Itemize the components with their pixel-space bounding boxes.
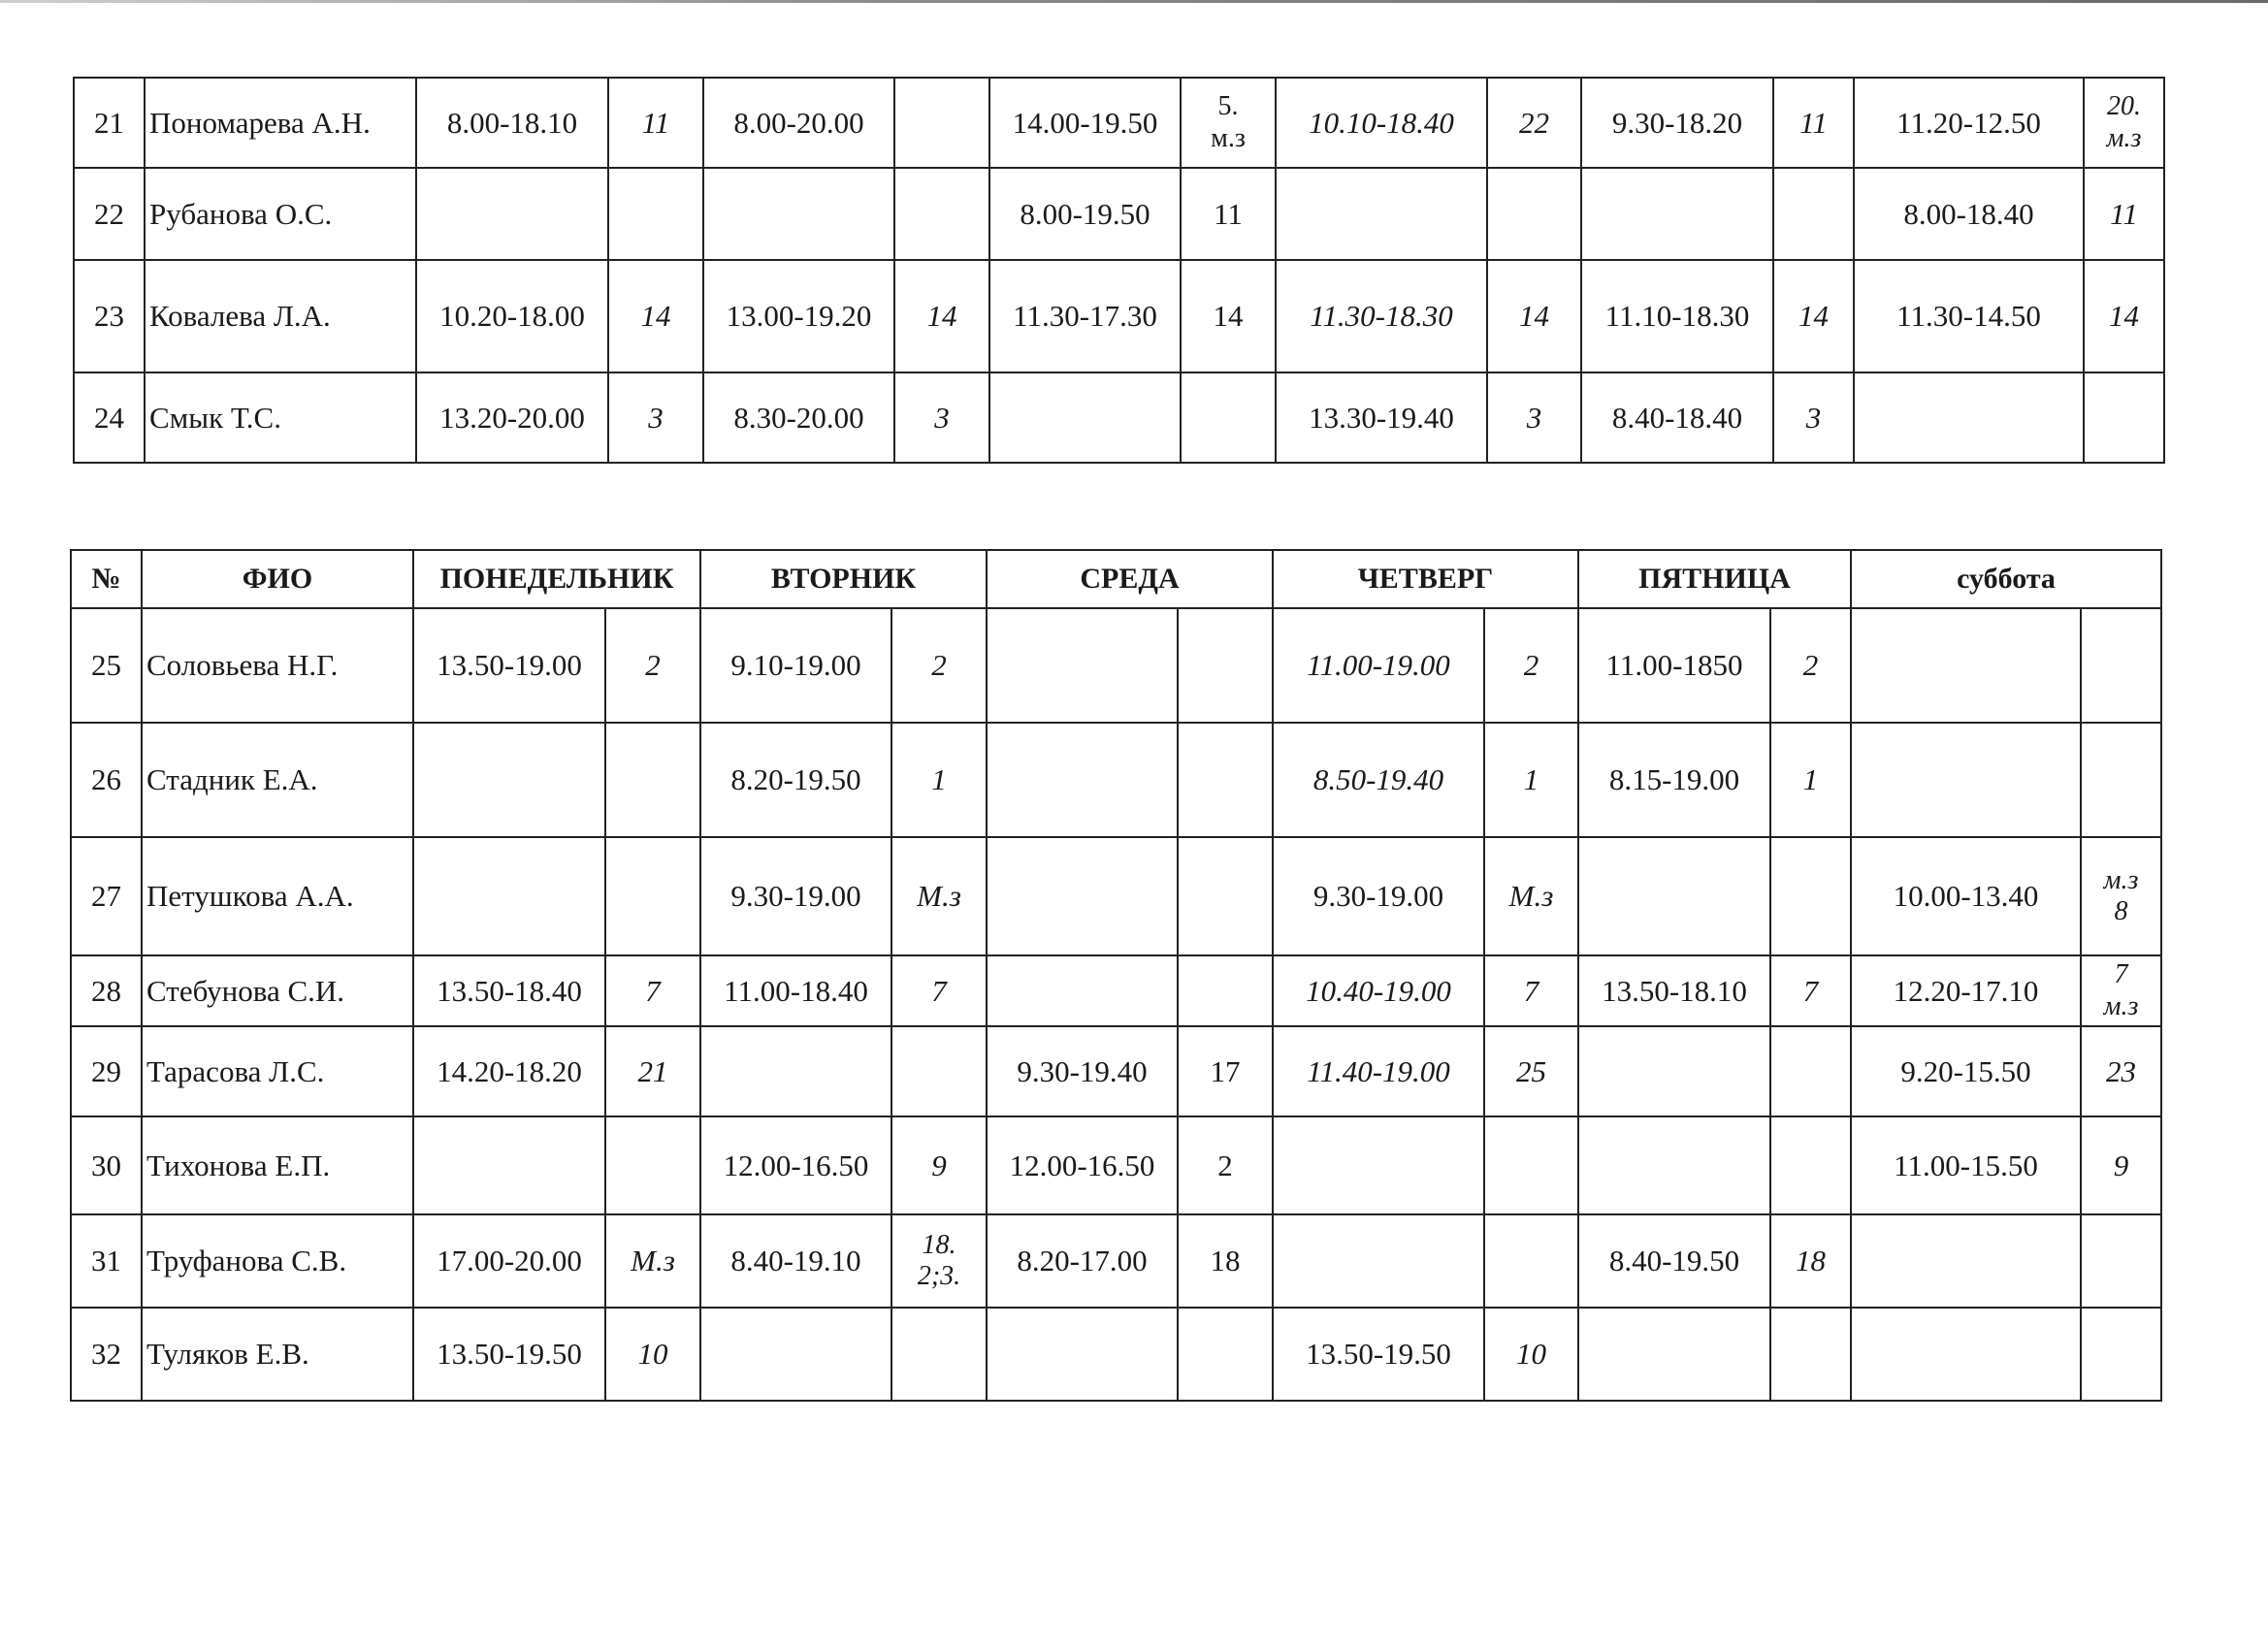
wednesday-room: 2 (1178, 1116, 1273, 1214)
friday-hours (1578, 1308, 1770, 1401)
tuesday-room: 14 (894, 260, 989, 372)
saturday-room: м.з 8 (2081, 837, 2161, 955)
thursday-room: 10 (1484, 1308, 1578, 1401)
wednesday-hours (987, 837, 1178, 955)
tuesday-hours: 13.00-19.20 (703, 260, 894, 372)
wednesday-room (1181, 372, 1276, 463)
monday-hours (413, 723, 605, 837)
friday-room: 2 (1770, 608, 1851, 723)
wednesday-room: 11 (1181, 168, 1276, 260)
saturday-room (2081, 723, 2161, 837)
tuesday-room: 9 (891, 1116, 987, 1214)
scan-top-edge (0, 0, 2268, 3)
wednesday-room (1178, 955, 1273, 1026)
monday-room (608, 168, 703, 260)
thursday-room: 25 (1484, 1026, 1578, 1116)
thursday-room: М.з (1484, 837, 1578, 955)
header-monday: ПОНЕДЕЛЬНИК (413, 550, 700, 608)
tuesday-hours (700, 1026, 891, 1116)
row-number: 28 (71, 955, 142, 1026)
monday-room: 3 (608, 372, 703, 463)
monday-room (605, 1116, 700, 1214)
schedule-body-bottom (71, 608, 2161, 1401)
monday-hours: 10.20-18.00 (416, 260, 608, 372)
monday-room: 2 (605, 608, 700, 723)
schedule-table-top (73, 77, 2165, 464)
thursday-hours (1276, 168, 1487, 260)
friday-room: 11 (1773, 78, 1854, 168)
monday-hours: 13.50-18.40 (413, 955, 605, 1026)
thursday-room (1484, 1214, 1578, 1308)
thursday-hours (1273, 1214, 1484, 1308)
saturday-hours: 12.20-17.10 (1851, 955, 2081, 1026)
saturday-room: 7 м.з (2081, 955, 2161, 1026)
row-number: 27 (71, 837, 142, 955)
tuesday-room: 1 (891, 723, 987, 837)
saturday-room: 23 (2081, 1026, 2161, 1116)
table-row (71, 837, 2161, 955)
thursday-room: 14 (1487, 260, 1581, 372)
thursday-room: 1 (1484, 723, 1578, 837)
row-number: 22 (74, 168, 145, 260)
thursday-hours (1273, 1116, 1484, 1214)
friday-hours (1578, 1026, 1770, 1116)
thursday-room: 7 (1484, 955, 1578, 1026)
monday-hours: 17.00-20.00 (413, 1214, 605, 1308)
monday-hours: 13.50-19.50 (413, 1308, 605, 1401)
thursday-room: 2 (1484, 608, 1578, 723)
row-number: 29 (71, 1026, 142, 1116)
saturday-hours: 8.00-18.40 (1854, 168, 2084, 260)
friday-hours: 11.00-1850 (1578, 608, 1770, 723)
wednesday-hours (987, 1308, 1178, 1401)
saturday-room (2081, 1214, 2161, 1308)
table-row (74, 78, 2164, 168)
wednesday-room (1178, 1308, 1273, 1401)
thursday-room (1487, 168, 1581, 260)
saturday-hours (1851, 723, 2081, 837)
wednesday-room (1178, 723, 1273, 837)
table-row (71, 955, 2161, 1026)
employee-name: Соловьева Н.Г. (142, 608, 413, 723)
table-row (74, 372, 2164, 463)
tuesday-room: 2 (891, 608, 987, 723)
thursday-hours: 11.30-18.30 (1276, 260, 1487, 372)
saturday-room (2084, 372, 2164, 463)
wednesday-room: 18 (1178, 1214, 1273, 1308)
monday-hours (413, 837, 605, 955)
row-number: 31 (71, 1214, 142, 1308)
wednesday-hours: 9.30-19.40 (987, 1026, 1178, 1116)
schedule-body-top (74, 78, 2164, 463)
header-thursday: ЧЕТВЕРГ (1273, 550, 1578, 608)
wednesday-hours (987, 608, 1178, 723)
saturday-room (2081, 1308, 2161, 1401)
saturday-hours: 10.00-13.40 (1851, 837, 2081, 955)
wednesday-hours: 14.00-19.50 (989, 78, 1181, 168)
table-row (71, 1308, 2161, 1401)
tuesday-hours (703, 168, 894, 260)
tuesday-room (891, 1308, 987, 1401)
row-number: 24 (74, 372, 145, 463)
row-number: 26 (71, 723, 142, 837)
employee-name: Стадник Е.А. (142, 723, 413, 837)
saturday-hours: 11.20-12.50 (1854, 78, 2084, 168)
friday-room (1770, 1116, 1851, 1214)
friday-room: 7 (1770, 955, 1851, 1026)
wednesday-room: 17 (1178, 1026, 1273, 1116)
friday-hours: 13.50-18.10 (1578, 955, 1770, 1026)
header-friday: ПЯТНИЦА (1578, 550, 1851, 608)
row-number: 25 (71, 608, 142, 723)
monday-hours (413, 1116, 605, 1214)
tuesday-hours: 8.30-20.00 (703, 372, 894, 463)
employee-name: Смык Т.С. (145, 372, 416, 463)
thursday-hours: 13.50-19.50 (1273, 1308, 1484, 1401)
tuesday-hours: 11.00-18.40 (700, 955, 891, 1026)
friday-hours (1581, 168, 1773, 260)
employee-name: Труфанова С.В. (142, 1214, 413, 1308)
wednesday-room: 14 (1181, 260, 1276, 372)
monday-room (605, 837, 700, 955)
friday-room: 3 (1773, 372, 1854, 463)
friday-room: 1 (1770, 723, 1851, 837)
thursday-room: 22 (1487, 78, 1581, 168)
table-row (74, 260, 2164, 372)
table-row (71, 1214, 2161, 1308)
friday-hours: 8.40-18.40 (1581, 372, 1773, 463)
thursday-room (1484, 1116, 1578, 1214)
tuesday-room (894, 168, 989, 260)
saturday-hours (1851, 1308, 2081, 1401)
monday-hours: 14.20-18.20 (413, 1026, 605, 1116)
thursday-hours: 9.30-19.00 (1273, 837, 1484, 955)
tuesday-room: 3 (894, 372, 989, 463)
tuesday-hours: 9.30-19.00 (700, 837, 891, 955)
saturday-hours (1851, 608, 2081, 723)
tuesday-hours: 8.00-20.00 (703, 78, 894, 168)
row-number: 30 (71, 1116, 142, 1214)
friday-hours: 8.40-19.50 (1578, 1214, 1770, 1308)
table-row (71, 1116, 2161, 1214)
wednesday-hours: 8.00-19.50 (989, 168, 1181, 260)
employee-name: Ковалева Л.А. (145, 260, 416, 372)
tuesday-room: 18. 2;3. (891, 1214, 987, 1308)
monday-room: М.з (605, 1214, 700, 1308)
monday-room: 7 (605, 955, 700, 1026)
monday-hours: 13.50-19.00 (413, 608, 605, 723)
employee-name: Петушкова А.А. (142, 837, 413, 955)
friday-hours: 8.15-19.00 (1578, 723, 1770, 837)
saturday-hours (1851, 1214, 2081, 1308)
wednesday-hours: 12.00-16.50 (987, 1116, 1178, 1214)
monday-hours: 8.00-18.10 (416, 78, 608, 168)
tuesday-hours (700, 1308, 891, 1401)
thursday-room: 3 (1487, 372, 1581, 463)
saturday-room (2081, 608, 2161, 723)
tuesday-hours: 12.00-16.50 (700, 1116, 891, 1214)
tuesday-hours: 9.10-19.00 (700, 608, 891, 723)
thursday-hours: 10.40-19.00 (1273, 955, 1484, 1026)
monday-room: 11 (608, 78, 703, 168)
saturday-room: 20. м.з (2084, 78, 2164, 168)
monday-room: 10 (605, 1308, 700, 1401)
employee-name: Рубанова О.С. (145, 168, 416, 260)
table-row (71, 1026, 2161, 1116)
friday-room: 18 (1770, 1214, 1851, 1308)
tuesday-room (894, 78, 989, 168)
tuesday-room: М.з (891, 837, 987, 955)
monday-room: 14 (608, 260, 703, 372)
monday-hours: 13.20-20.00 (416, 372, 608, 463)
friday-room (1773, 168, 1854, 260)
header-wednesday: СРЕДА (987, 550, 1273, 608)
thursday-hours: 10.10-18.40 (1276, 78, 1487, 168)
saturday-hours: 9.20-15.50 (1851, 1026, 2081, 1116)
saturday-hours: 11.30-14.50 (1854, 260, 2084, 372)
tuesday-hours: 8.20-19.50 (700, 723, 891, 837)
employee-name: Тихонова Е.П. (142, 1116, 413, 1214)
saturday-room: 14 (2084, 260, 2164, 372)
table-row (71, 723, 2161, 837)
wednesday-hours: 11.30-17.30 (989, 260, 1181, 372)
employee-name: Тарасова Л.С. (142, 1026, 413, 1116)
monday-hours (416, 168, 608, 260)
employee-name: Стебунова С.И. (142, 955, 413, 1026)
friday-room (1770, 837, 1851, 955)
employee-name: Пономарева А.Н. (145, 78, 416, 168)
wednesday-hours: 8.20-17.00 (987, 1214, 1178, 1308)
header-name: ФИО (142, 550, 413, 608)
wednesday-room: 5. м.з (1181, 78, 1276, 168)
thursday-hours: 8.50-19.40 (1273, 723, 1484, 837)
monday-room: 21 (605, 1026, 700, 1116)
friday-room: 14 (1773, 260, 1854, 372)
saturday-room: 9 (2081, 1116, 2161, 1214)
tuesday-room (891, 1026, 987, 1116)
friday-hours: 9.30-18.20 (1581, 78, 1773, 168)
wednesday-hours (987, 955, 1178, 1026)
friday-room (1770, 1026, 1851, 1116)
header-saturday: суббота (1851, 550, 2161, 608)
schedule-table-bottom (70, 549, 2162, 1402)
row-number: 21 (74, 78, 145, 168)
friday-hours (1578, 837, 1770, 955)
header-num: № (71, 550, 142, 608)
thursday-hours: 11.40-19.00 (1273, 1026, 1484, 1116)
thursday-hours: 11.00-19.00 (1273, 608, 1484, 723)
row-number: 32 (71, 1308, 142, 1401)
employee-name: Туляков Е.В. (142, 1308, 413, 1401)
header-tuesday: ВТОРНИК (700, 550, 987, 608)
saturday-hours: 11.00-15.50 (1851, 1116, 2081, 1214)
table-row (71, 608, 2161, 723)
saturday-room: 11 (2084, 168, 2164, 260)
thursday-hours: 13.30-19.40 (1276, 372, 1487, 463)
wednesday-room (1178, 837, 1273, 955)
friday-hours: 11.10-18.30 (1581, 260, 1773, 372)
wednesday-room (1178, 608, 1273, 723)
table-row (74, 168, 2164, 260)
header-row (71, 550, 2161, 608)
monday-room (605, 723, 700, 837)
row-number: 23 (74, 260, 145, 372)
friday-room (1770, 1308, 1851, 1401)
tuesday-hours: 8.40-19.10 (700, 1214, 891, 1308)
wednesday-hours (989, 372, 1181, 463)
friday-hours (1578, 1116, 1770, 1214)
tuesday-room: 7 (891, 955, 987, 1026)
saturday-hours (1854, 372, 2084, 463)
wednesday-hours (987, 723, 1178, 837)
